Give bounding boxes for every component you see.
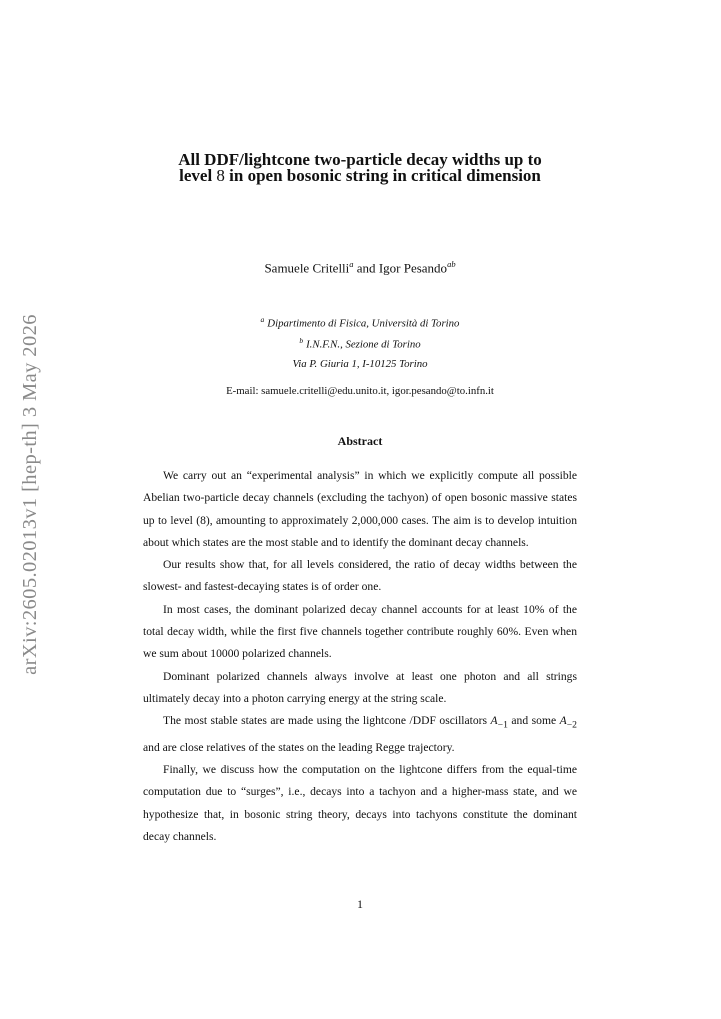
title-line-2-end: in open bosonic string in critical dimension: [224, 166, 541, 185]
abstract-body: [143, 465, 577, 848]
title-line-2: [140, 168, 580, 184]
abstract-paragraph: In most cases, the dominant polarized decay channel accounts for at least 10% of the total decay width, while the first five channels together contribute roughly 60%. Even when we sum about 10000 polarized channels.: [143, 602, 577, 661]
abstract-paragraph: We carry out an “experimental analysis” in which we explicitly compute all possible Abelian two-particle decay channels (excluding the tachyon) of open bosonic massive states up to level (8), amounting to approximately 2,000,000 cases. The aim is to develop intuition about which states are the most stable and to identify the dominant decay channels.: [143, 469, 577, 549]
affiliation-mark: b: [299, 336, 304, 345]
author-name: Igor Pesando: [378, 260, 448, 276]
page-number: 1: [357, 897, 363, 911]
arxiv-identifier-text: arXiv:2605.02013v1 [hep-th] 3 May 2026: [18, 313, 41, 675]
oscillator-index: −1: [497, 719, 508, 731]
affiliation-line: [140, 315, 580, 330]
abstract-text: The most stable states are made using the lightcone /DDF oscillators: [163, 714, 491, 728]
author-name: Samuele Critelli: [264, 260, 350, 276]
oscillator-symbol: A: [490, 714, 498, 728]
title-line-2-start: level: [179, 166, 217, 185]
title-level-number: 8: [216, 166, 225, 185]
abstract-paragraph: Our results show that, for all levels considered, the ratio of decay widths between the slowest- and fastest-decaying states is of order one.: [143, 558, 577, 594]
paper-title: [140, 152, 580, 184]
affiliation-text: Via P. Giuria 1, I-10125 Torino: [292, 358, 428, 370]
affiliation-mark: a: [260, 315, 265, 324]
affiliation-text: I.N.F.N., Sezione di Torino: [306, 338, 421, 351]
abstract-text: and are close relatives of the states on the leading Regge trajectory.: [143, 740, 455, 754]
abstract-paragraph: [143, 710, 577, 759]
arxiv-identifier-stamp: [12, 296, 48, 692]
author-joiner: and: [353, 260, 379, 276]
author-affiliation-mark: a: [349, 259, 354, 269]
email-line: E-mail: samuele.critelli@edu.unito.it, igor.pesando@to.infn.it: [226, 385, 494, 397]
author-list: [140, 259, 580, 276]
affiliation-line: [140, 358, 580, 370]
abstract-heading: Abstract: [337, 434, 383, 448]
abstract-paragraph: Finally, we discuss how the computation on the lightcone differs from the equal-time computation due to “surges”, i.e., decays into a tachyon and a higher-mass state, and we hypothesize that, in bosonic string theory, decays into tachyons constitute the dominant decay channels.: [143, 763, 577, 844]
oscillator-index: −2: [566, 719, 577, 731]
title-line-1: All DDF/lightcone two-particle decay widths up to: [178, 150, 542, 169]
author-affiliation-mark: ab: [447, 259, 456, 269]
abstract-paragraph: Dominant polarized channels always involve at least one photon and all strings ultimately decay into a photon carrying energy at the string scale.: [143, 669, 577, 705]
affiliation-text: Dipartimento di Fisica, Università di Torino: [267, 317, 460, 330]
affiliation-line: [140, 336, 580, 351]
oscillator-symbol: A: [559, 714, 567, 728]
abstract-text: and some: [507, 714, 560, 728]
